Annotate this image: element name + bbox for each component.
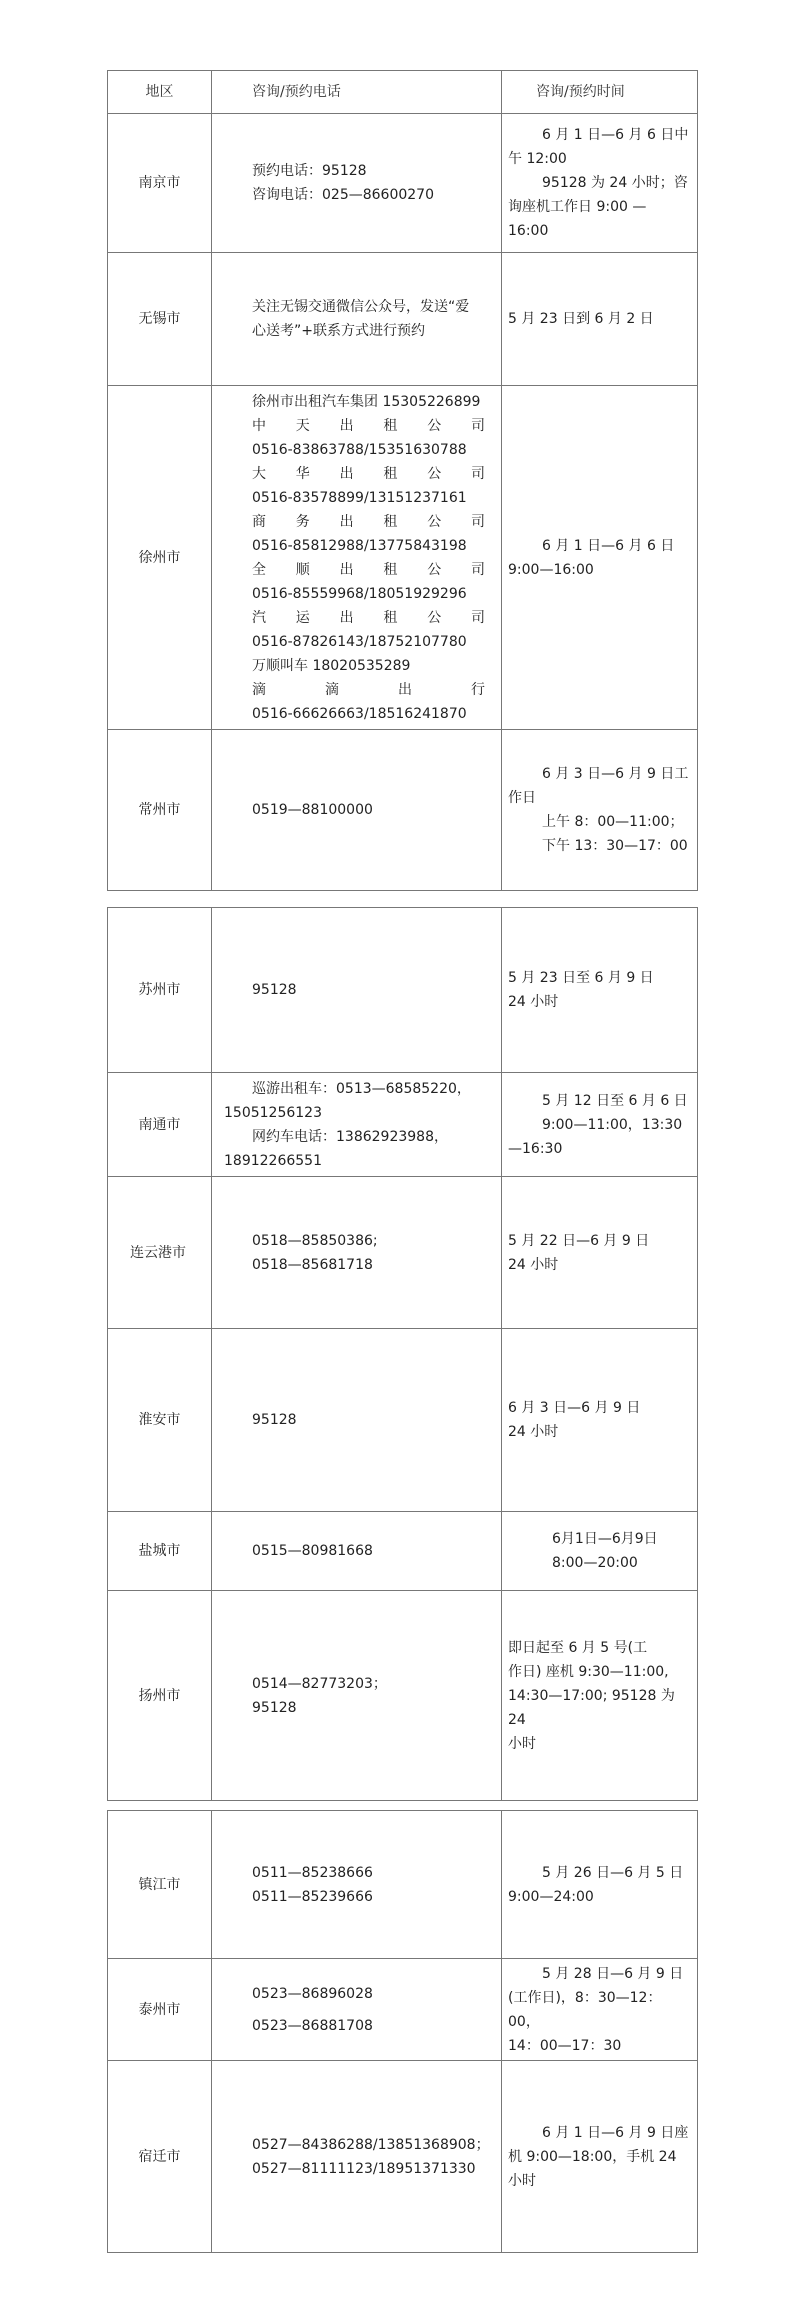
phone-cell bbox=[212, 253, 502, 386]
time-line: 5 月 28 日—6 月 9 日 bbox=[542, 1965, 684, 1982]
phone-cell bbox=[212, 1512, 502, 1591]
phone-cell bbox=[212, 908, 502, 1073]
time-cell bbox=[502, 1177, 698, 1329]
time-line: —16:30 bbox=[508, 1140, 563, 1157]
time-line: 5 月 23 日到 6 月 2 日 bbox=[508, 311, 654, 327]
time-line: 6 月 1 日—6 月 9 日座 bbox=[542, 2124, 689, 2141]
phone-line: 网约车电话：13862923988， bbox=[252, 1128, 448, 1145]
phone-cell bbox=[212, 2061, 502, 2253]
phone-cell bbox=[212, 1811, 502, 1959]
phone-line: 95128 bbox=[252, 1412, 297, 1428]
table-row bbox=[108, 730, 698, 891]
region-cell: 南京市 bbox=[108, 114, 212, 253]
time-line: 24 小时 bbox=[508, 1256, 559, 1273]
time-line: 16:00 bbox=[508, 223, 549, 239]
phone-cell bbox=[212, 1177, 502, 1329]
phone-cell bbox=[212, 1959, 502, 2061]
time-line: 95128 为 24 小时；咨 bbox=[542, 175, 688, 191]
time-line: 14:30—17:00; 95128 为 24 bbox=[508, 1687, 675, 1728]
phone-line: 0523—86881708 bbox=[252, 2017, 373, 2034]
time-cell bbox=[502, 1329, 698, 1512]
time-cell bbox=[502, 1591, 698, 1801]
time-line: 8:00—20:00 bbox=[552, 1555, 638, 1571]
schedule-table-2 bbox=[107, 907, 698, 1801]
phone-line: 0511—85238666 bbox=[252, 1864, 373, 1881]
time-cell bbox=[502, 386, 698, 730]
phone-line: 0518—85850386; bbox=[252, 1232, 378, 1249]
time-cell bbox=[502, 2061, 698, 2253]
region-cell: 徐州市 bbox=[108, 386, 212, 730]
time-line: 作日) 座机 9:30—11:00, bbox=[508, 1663, 669, 1680]
time-cell bbox=[502, 114, 698, 253]
phone-line: 15051256123 bbox=[224, 1104, 322, 1121]
time-line: 5 月 26 日—6 月 5 日 bbox=[542, 1864, 684, 1881]
phone-line: 0516-85559968/18051929296 bbox=[252, 585, 467, 602]
table-row bbox=[108, 2061, 698, 2253]
phone-line: 心送考”+联系方式进行预约 bbox=[252, 323, 425, 339]
phone-line: 中 天 出 租 公 司 bbox=[252, 417, 485, 434]
phone-line: 预约电话：95128 bbox=[252, 163, 367, 179]
phone-line: 万顺叫车 18020535289 bbox=[252, 657, 411, 674]
table-row bbox=[108, 1959, 698, 2061]
region-cell: 镇江市 bbox=[108, 1811, 212, 1959]
phone-line: 18912266551 bbox=[224, 1152, 322, 1169]
time-line: 6 月 1 日—6 月 6 日中 bbox=[542, 127, 689, 143]
phone-line: 0515—80981668 bbox=[252, 1543, 373, 1559]
time-line: 5 月 22 日—6 月 9 日 bbox=[508, 1232, 650, 1249]
time-cell bbox=[502, 1811, 698, 1959]
time-cell bbox=[502, 730, 698, 891]
time-line: 9:00—24:00 bbox=[508, 1888, 594, 1905]
phone-line: 0518—85681718 bbox=[252, 1256, 373, 1273]
table-row bbox=[108, 1591, 698, 1801]
time-line: 6 月 3 日—6 月 9 日工 bbox=[542, 766, 689, 782]
region-cell: 淮安市 bbox=[108, 1329, 212, 1512]
phone-line: 全 顺 出 租 公 司 bbox=[252, 561, 485, 578]
phone-cell bbox=[212, 730, 502, 891]
time-line: 5 月 23 日至 6 月 9 日 bbox=[508, 970, 654, 986]
region-label: 连云港市 bbox=[130, 1244, 186, 1261]
time-line: 作日 bbox=[508, 790, 536, 806]
time-line: 小时 bbox=[508, 1735, 536, 1752]
time-line: 24 小时 bbox=[508, 994, 559, 1010]
table-row bbox=[108, 1073, 698, 1177]
header-region: 地区 bbox=[108, 71, 212, 114]
time-line: 机 9:00—18:00，手机 24 bbox=[508, 2148, 677, 2165]
phone-cell bbox=[212, 1073, 502, 1177]
time-line: 6月1日—6月9日 bbox=[552, 1531, 658, 1547]
time-cell bbox=[502, 1073, 698, 1177]
region-cell: 扬州市 bbox=[108, 1591, 212, 1801]
phone-cell bbox=[212, 114, 502, 253]
time-line: 小时 bbox=[508, 2172, 536, 2189]
phone-line: 大 华 出 租 公 司 bbox=[252, 465, 485, 482]
time-line: 即日起至 6 月 5 号(工 bbox=[508, 1639, 648, 1656]
phone-line: 0527—81111123/18951371330 bbox=[252, 2160, 476, 2177]
phone-line: 0516-85812988/13775843198 bbox=[252, 537, 467, 554]
region-cell: 盐城市 bbox=[108, 1512, 212, 1591]
region-cell: 南通市 bbox=[108, 1073, 212, 1177]
time-line: (工作日)，8：30—12：00， bbox=[508, 1989, 662, 2030]
table-row bbox=[108, 253, 698, 386]
time-line: 午 12:00 bbox=[508, 151, 567, 167]
region-cell: 苏州市 bbox=[108, 908, 212, 1073]
phone-line: 徐州市出租汽车集团 15305226899 bbox=[252, 393, 481, 410]
time-line: 6 月 1 日—6 月 6 日 bbox=[542, 537, 675, 554]
region-cell: 宿迁市 bbox=[108, 2061, 212, 2253]
time-cell bbox=[502, 253, 698, 386]
time-line: 询座机工作日 9:00 — bbox=[508, 199, 647, 215]
table-row bbox=[108, 1512, 698, 1591]
table-row bbox=[108, 1177, 698, 1329]
header-time: 咨询/预约时间 bbox=[502, 71, 698, 114]
phone-cell bbox=[212, 1591, 502, 1801]
time-cell bbox=[502, 1959, 698, 2061]
phone-line: 滴 滴 出 行 bbox=[252, 681, 485, 698]
phone-line: 0516-83578899/13151237161 bbox=[252, 489, 467, 506]
phone-line: 95128 bbox=[252, 982, 297, 998]
time-line: 24 小时 bbox=[508, 1424, 559, 1440]
phone-line: 0516-83863788/15351630788 bbox=[252, 441, 467, 458]
time-cell bbox=[502, 1512, 698, 1591]
phone-line: 0516-66626663/18516241870 bbox=[252, 705, 467, 722]
region-cell bbox=[108, 1177, 212, 1329]
time-cell bbox=[502, 908, 698, 1073]
table-row bbox=[108, 1811, 698, 1959]
phone-line: 0527—84386288/13851368908； bbox=[252, 2136, 490, 2153]
phone-line: 汽 运 出 租 公 司 bbox=[252, 609, 485, 626]
table-row bbox=[108, 386, 698, 730]
schedule-table-3 bbox=[107, 1810, 698, 2253]
time-line: 6 月 3 日—6 月 9 日 bbox=[508, 1400, 641, 1416]
header-row bbox=[108, 71, 698, 114]
table-row bbox=[108, 114, 698, 253]
table-row bbox=[108, 1329, 698, 1512]
time-line: 下午 13：30—17：00 bbox=[542, 838, 688, 854]
phone-line: 咨询电话：025—86600270 bbox=[252, 187, 434, 203]
phone-line: 0511—85239666 bbox=[252, 1888, 373, 1905]
phone-cell bbox=[212, 1329, 502, 1512]
region-cell: 无锡市 bbox=[108, 253, 212, 386]
time-line: 14：00—17：30 bbox=[508, 2037, 622, 2054]
phone-line: 巡游出租车：0513—68585220， bbox=[252, 1080, 471, 1097]
time-line: 9:00—11:00，13:30 bbox=[542, 1116, 683, 1133]
schedule-table-1 bbox=[107, 70, 698, 891]
time-line: 上午 8：00—11:00； bbox=[542, 814, 684, 830]
phone-line: 商 务 出 租 公 司 bbox=[252, 513, 485, 530]
time-line: 5 月 12 日至 6 月 6 日 bbox=[542, 1092, 688, 1109]
table-row bbox=[108, 908, 698, 1073]
phone-cell bbox=[212, 386, 502, 730]
time-line: 9:00—16:00 bbox=[508, 561, 594, 578]
header-phone: 咨询/预约电话 bbox=[212, 71, 502, 114]
phone-line: 0519—88100000 bbox=[252, 802, 373, 818]
phone-line: 0523—86896028 bbox=[252, 1985, 373, 2002]
region-cell: 常州市 bbox=[108, 730, 212, 891]
region-cell: 泰州市 bbox=[108, 1959, 212, 2061]
phone-line: 95128 bbox=[252, 1699, 297, 1716]
phone-line: 0514—82773203； bbox=[252, 1675, 387, 1692]
phone-line: 关注无锡交通微信公众号，发送“爱 bbox=[252, 299, 470, 315]
phone-line: 0516-87826143/18752107780 bbox=[252, 633, 467, 650]
